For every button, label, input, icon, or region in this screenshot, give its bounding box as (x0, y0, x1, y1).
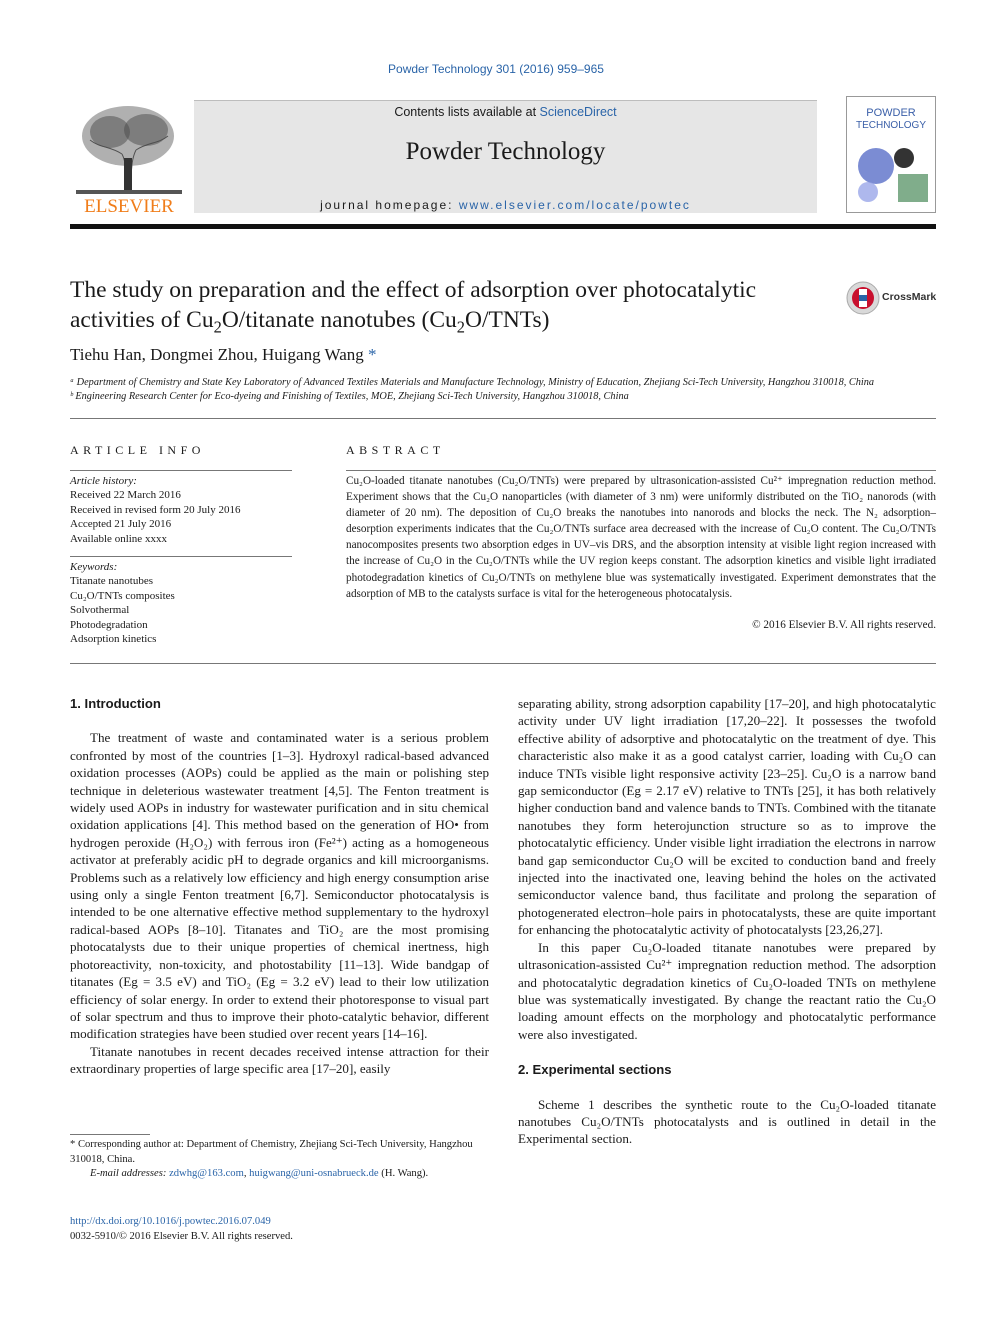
email-link-1[interactable]: zdwhg@163.com (169, 1168, 244, 1179)
corresponding-author-mark[interactable]: * (368, 345, 377, 364)
article-title (70, 275, 830, 335)
history-accepted: Accepted 21 July 2016 (70, 518, 172, 531)
svg-text:POWDER: POWDER (866, 107, 916, 119)
contents-available-line (194, 105, 817, 119)
intro-paragraph-4: In this paper Cu₂O-loaded titanate nanotubes were prepared by ultrasonication-assisted Cu²⁺ impregnation reduction method. The adsorption and photocatalytic degradation kinetics of Cu₂O-loaded TNTs on methylene blue was systematically investigated. By change the reactant ratio the Cu₂O loading amount effects on the morphology and photocatalytic performance were also investigated. (518, 939, 936, 1042)
experimental-heading: 2. Experimental sections (518, 1062, 672, 1078)
corresponding-author-footnote (70, 1138, 489, 1182)
affiliation-b: ᵇ Engineering Research Center for Eco-dyeing and Finishing of Textiles, MOE, Zhejiang Sci-Tech University, Hangzhou 310018, China (70, 391, 629, 402)
footnote-rule (70, 1134, 150, 1135)
issn-line: 0032-5910/© 2016 Elsevier B.V. All rights reserved. (70, 1231, 293, 1242)
journal-citation[interactable]: Powder Technology 301 (2016) 959–965 (388, 62, 604, 76)
experimental-paragraph-1: Scheme 1 describes the synthetic route to the Cu₂O-loaded titanate nanotubes Cu₂O/TNTs photocatalysts and is outlined in detail in the Experimental section. (518, 1096, 936, 1147)
article-info-heading: ARTICLE INFO (70, 443, 205, 457)
keywords-list (70, 560, 292, 646)
header-rule (70, 224, 936, 229)
sciencedirect-link[interactable]: ScienceDirect (539, 105, 617, 119)
article-history (70, 474, 292, 546)
keyword-item: Cu₂O/TNTs composites (70, 589, 175, 602)
body-left-column (70, 695, 489, 1078)
keyword-item: Titanate nanotubes (70, 575, 153, 588)
history-revised: Received in revised form 20 July 2016 (70, 503, 241, 516)
title-line-1: The study on preparation and the effect of adsorption over photocatalytic (70, 277, 757, 303)
contents-prefix: Contents lists available at (394, 105, 540, 119)
elsevier-tree-logo (70, 96, 188, 216)
doi-link[interactable]: http://dx.doi.org/10.1016/j.powtec.2016.07.049 (70, 1216, 271, 1227)
intro-paragraph-3: separating ability, strong adsorption capability [17–20], and high photocatalytic activity under UV light irradiation [17,20–22]. It possesses the twofold effective ability of adsorptive and photocatalytic on the treatment of dye. This characteristic also make it as a good catalyst carrier, loading with Cu₂O can induce TNTs visible light responsive activity [23–25]. Cu₂O is a narrow band gap semiconductor (Eg = 2.17 eV) relative to TNTs [25], it has both relatively higher conduction band and valence bands to TNTs. Combined with the titanate nanotubes they form heterojunction structure so as to improve the photocatalytic efficiency. Under visible light irradiation the electrons in narrow band gap semiconductor Cu₂O will be excited to conduction band and freely injected into the inactivated one, leaving behind the holes on the activated semiconductor valence band, thus facilitate and prolong the separation of photogenerated electron–hole pairs in photocatalysts, these are quite important for enhancing the photocatalytic activity of photocatalysts [23,26,27]. (518, 696, 936, 938)
history-label: Article history: (70, 475, 137, 487)
keyword-item: Photodegradation (70, 618, 148, 631)
info-rule-mid (70, 556, 292, 557)
affiliation-a: ᵃ Department of Chemistry and State Key Laboratory of Advanced Textiles Materials and Manufacture Technology, Ministry of Education, Zhejiang Sci-Tech University, Hangzhou 310018, China (70, 377, 875, 388)
keyword-item: Adsorption kinetics (70, 633, 157, 646)
homepage-link[interactable]: www.elsevier.com/locate/powtec (458, 198, 691, 212)
intro-paragraph-1: The treatment of waste and contaminated water is a serious problem confronted by most of the countries [1–3]. Hydroxyl radical-based advanced oxidation processes (AOPs) could be applied as the main or polishing step technique in deleterious wastewater treatment [4,5]. The Fenton treatment is widely used AOPs in industry for wastewater purification and in situ chemical oxidation applications [4]. This method based on the generation of HO• from hydrogen peroxide (H₂O₂) with ferrous iron (Fe²⁺) acting as a homogeneous activator at preferably acidic pH to degrade organics and kill microorganisms. Problems such as a relatively low efficiency and high energy consumption arise using only a single Fenton treatment [6,7]. Semiconductor photocatalysis is intended to be one alternative effective method supplementary to the hydroxyl radical-based AOPs [8–10]. Titanates and TiO₂ are the most promising photocatalysts due to their unique properties of chemical inertness, high photoreactivity, non-toxicity, and photostability [11–13]. Wide bandgap of titanates (Eg = 3.5 eV) and TiO₂ (Eg = 3.2 eV) lead to their low utilization efficiency of solar energy. In order to extend their photoresponse to visual part of solar spectrum and thus to improve their photo-catalytic behavior, different modification strategies have been studied over recent years [14–16]. (70, 730, 489, 1042)
abstract-rule-top (346, 470, 936, 471)
svg-text:TECHNOLOGY: TECHNOLOGY (855, 120, 927, 131)
abstract-text: Cu₂O-loaded titanate nanotubes (Cu₂O/TNTs) were prepared by ultrasonication-assisted Cu²⁺ impregnation reduction method. Experiment shows that the Cu₂O nanoparticles (with diameter of 3 nm) were uniformly distributed on the TiO₂ nanorods (with diameter of 20 nm). The deposition of Cu₂O breaks the nanotubes into nanorods and blocks the neck. The N₂ adsorption–desorption experiments indicates that the Cu₂O/TNTs surface area decreased with the increase of Cu₂O content. The Cu₂O/TNTs nanocomposites presents two absorption edges in UV–vis DRS, and the absorption intensity at visible light region increased with the increase of Cu₂O in the Cu₂O/TNTs while the UV region keeps constant. The adsorption kinetics and visible light irradiated photodegradation kinetics of Cu₂O/TNTs on methylene blue was systematically investigated. Experiment demonstrates that the adsorption of MB to the catalysts surface is vital for the heterogeneous photocatalysis. (346, 475, 936, 600)
abstract-heading: ABSTRACT (346, 443, 445, 457)
author-list: Tiehu Han, Dongmei Zhou, Huigang Wang * (70, 345, 377, 364)
keyword-item: Solvothermal (70, 604, 130, 617)
svg-text:ELSEVIER: ELSEVIER (84, 196, 174, 216)
homepage-prefix: journal homepage: (320, 198, 459, 212)
affiliation-rule (70, 418, 936, 419)
journal-title: Powder Technology (405, 138, 606, 165)
intro-paragraph-2: Titanate nanotubes in recent decades received intense attraction for their extraordinary properties of large specific area [17–20], easily (70, 1043, 489, 1077)
corresponding-address: * Corresponding author at: Department of Chemistry, Zhejiang Sci-Tech University, Hangzhou 310018, China. (70, 1139, 473, 1165)
doi-block (70, 1214, 293, 1244)
introduction-heading: 1. Introduction (70, 696, 161, 711)
journal-homepage-line (194, 198, 817, 212)
crossmark-label[interactable]: CrossMark (882, 291, 937, 303)
info-rule-top (70, 470, 292, 471)
keywords-label: Keywords: (70, 561, 118, 573)
abstract-copyright: © 2016 Elsevier B.V. All rights reserved. (752, 619, 936, 631)
journal-cover-image[interactable] (846, 96, 936, 213)
history-online: Available online xxxx (70, 532, 167, 545)
body-right-column (518, 695, 936, 1148)
history-received: Received 22 March 2016 (70, 489, 181, 502)
abstract-rule-bottom (70, 663, 936, 664)
title-line-2: activities of $Cu_2O$/titanate nanotubes $(Cu_2O/TNTs)$ (70, 307, 550, 337)
email-line: E-mail addresses: zdwhg@163.com, huigwang@uni-osnabrueck.de (H. Wang). (90, 1168, 429, 1179)
email-link-2[interactable]: huigwang@uni-osnabrueck.de (249, 1168, 379, 1179)
